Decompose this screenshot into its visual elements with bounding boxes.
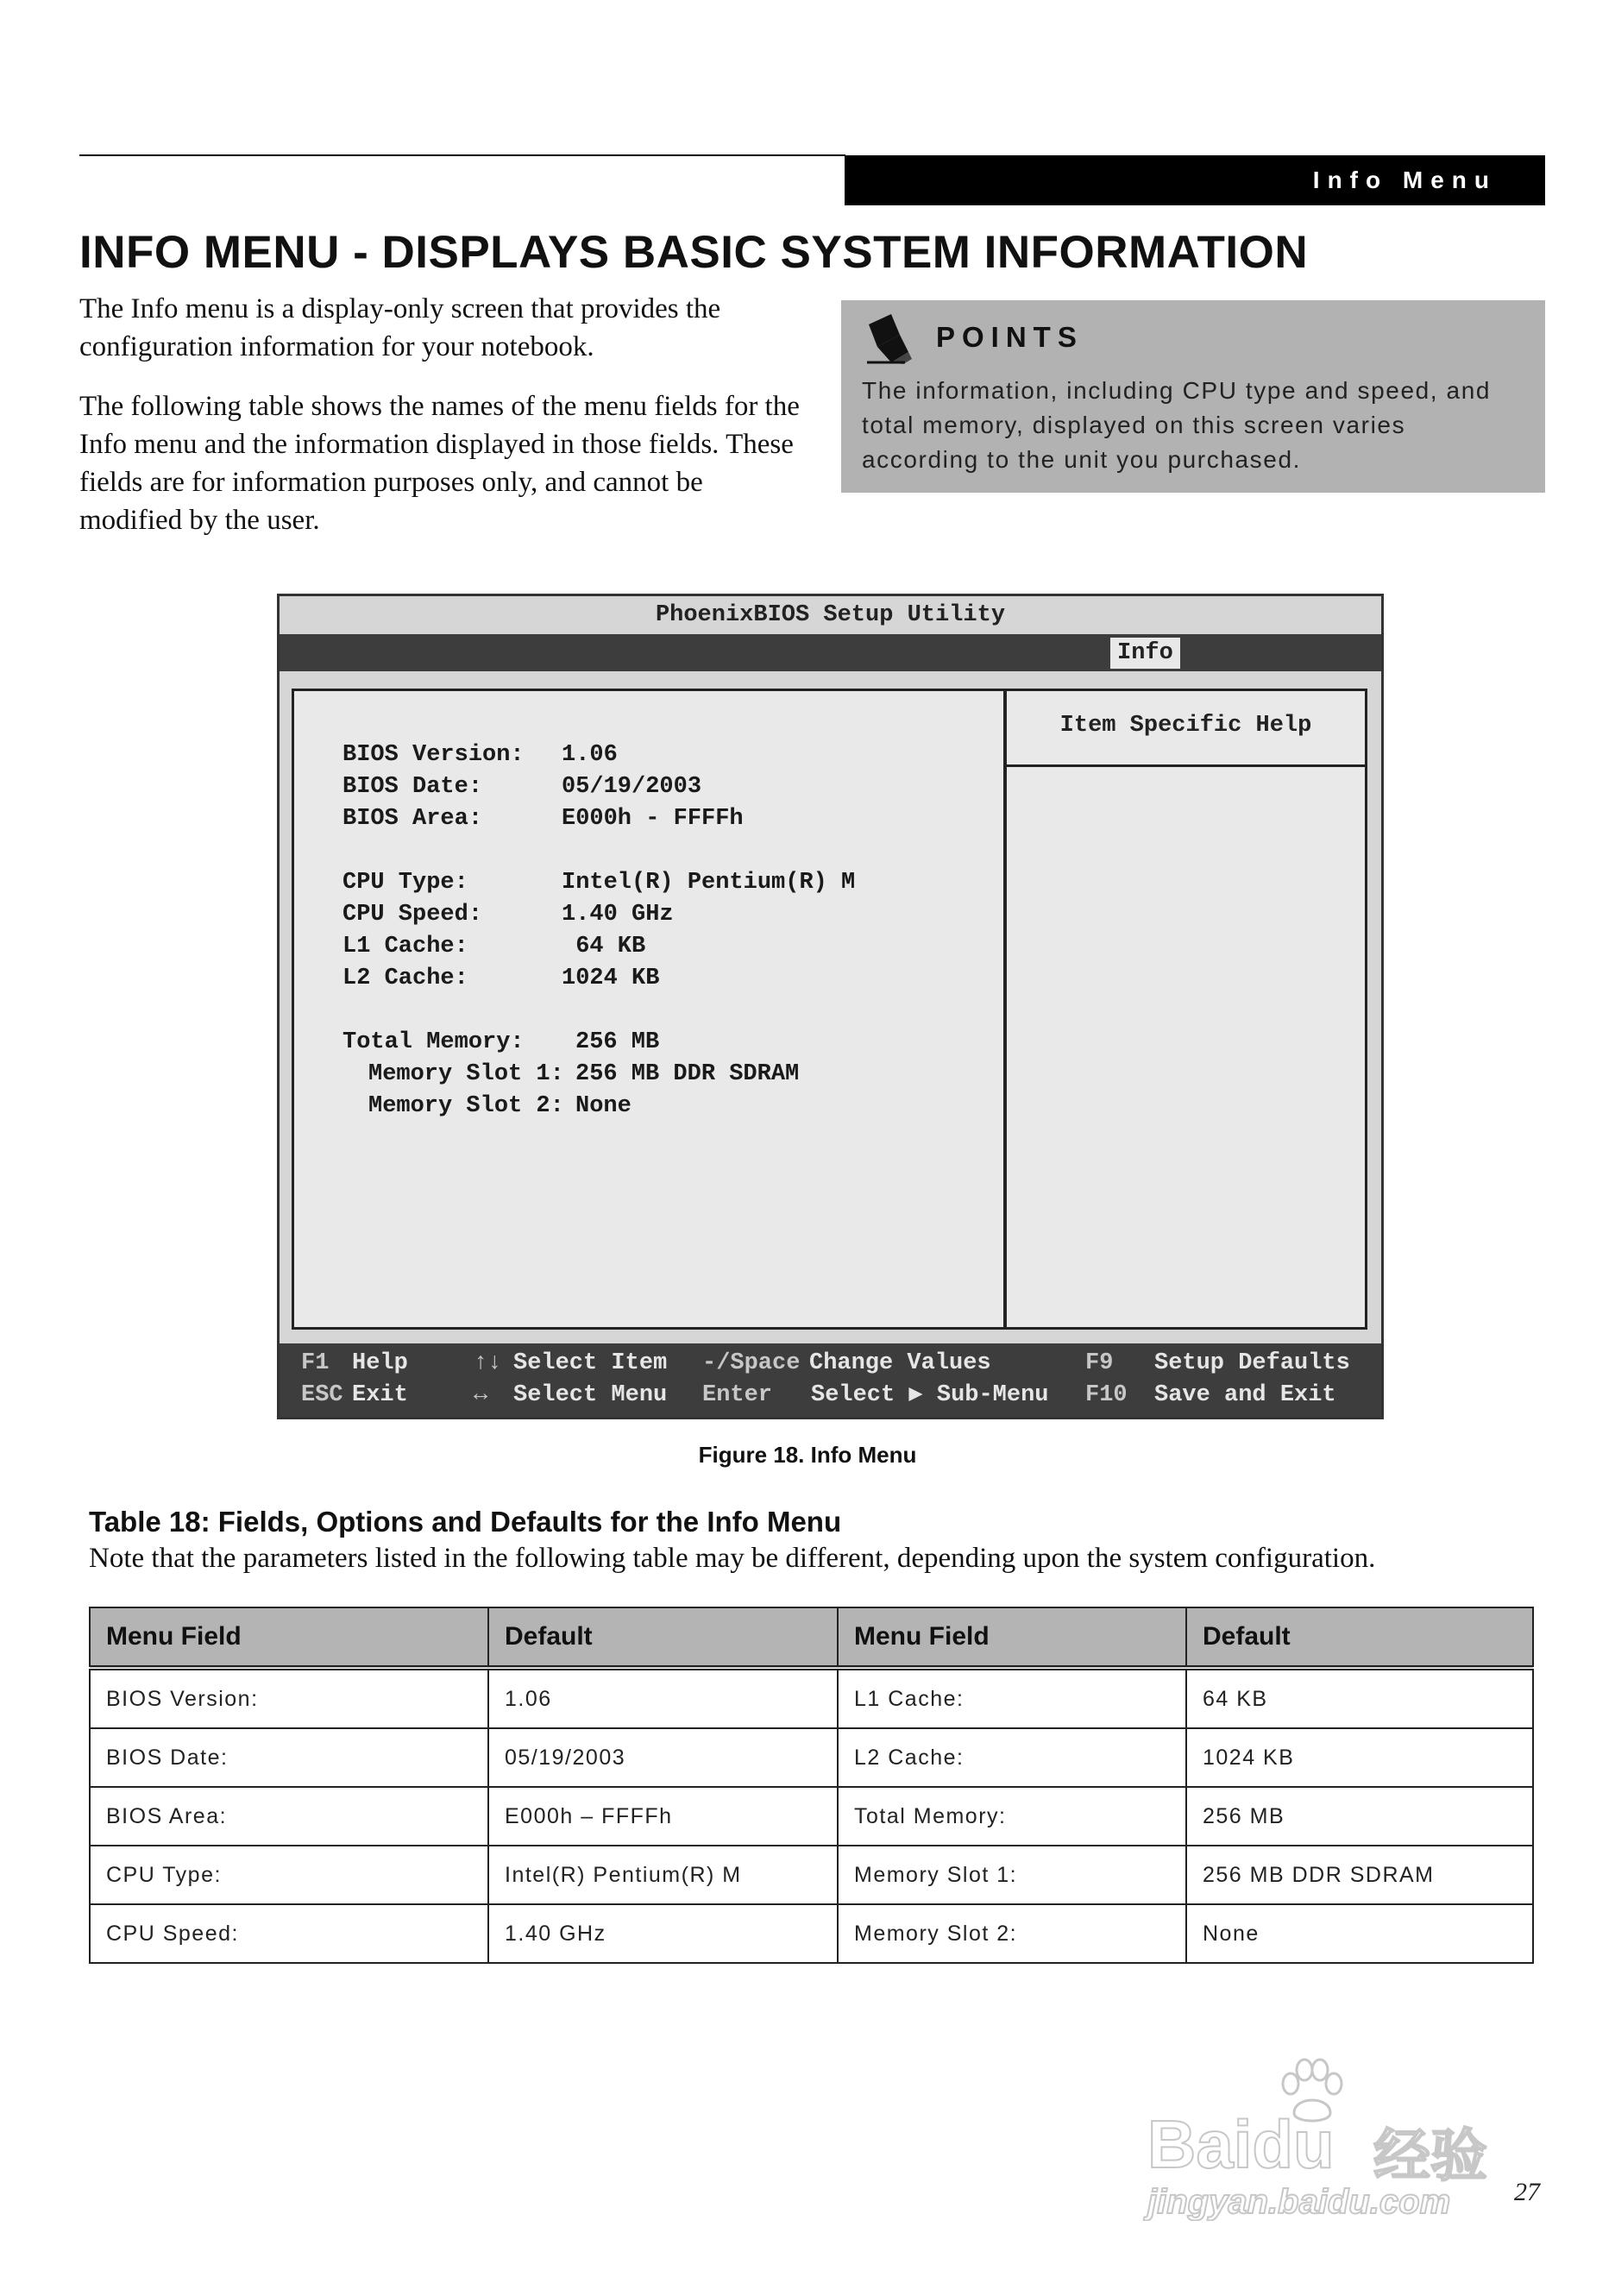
table-row xyxy=(90,1668,1533,1728)
bios-screen xyxy=(277,594,1384,1419)
bios-help-panel xyxy=(1004,689,1367,1330)
key-esc-label: Exit xyxy=(352,1382,408,1408)
key-space[interactable]: -/Space xyxy=(702,1350,801,1376)
key-leftright-label: Select Menu xyxy=(513,1382,668,1408)
key-f10-label: Save and Exit xyxy=(1154,1382,1336,1408)
column-header: Default xyxy=(1186,1607,1533,1668)
section-tab: Info Menu xyxy=(845,155,1545,205)
table-cell: Total Memory: xyxy=(838,1787,1186,1846)
table-cell: 256 MB xyxy=(1186,1787,1533,1846)
table-note: Note that the parameters listed in the following table may be different, depending upon the system configuration. xyxy=(89,1543,1376,1574)
points-label: POINTS xyxy=(936,321,1084,353)
table-cell: 1024 KB xyxy=(1186,1728,1533,1787)
table-cell: L2 Cache: xyxy=(838,1728,1186,1787)
table-cell: Memory Slot 1: xyxy=(838,1846,1186,1904)
key-enter-label: Select ▶ Sub-Menu xyxy=(811,1382,1049,1408)
table-cell: CPU Speed: xyxy=(90,1904,488,1963)
watermark-brand-cn: 经验 xyxy=(1373,2123,1487,2189)
key-f10[interactable]: F10 xyxy=(1085,1382,1128,1408)
info-menu-table xyxy=(89,1607,1534,1964)
tab-info[interactable]: Info xyxy=(1110,638,1180,669)
table-cell: E000h – FFFFh xyxy=(488,1787,838,1846)
table-row xyxy=(90,1846,1533,1904)
points-text: The information, including CPU type and speed, and total memory, displayed on this screen varies according to the unit you purchased. xyxy=(862,377,1492,473)
table-row xyxy=(90,1787,1533,1846)
table-cell: None xyxy=(1186,1904,1533,1963)
intro-paragraph-2 xyxy=(79,387,804,539)
table-row xyxy=(90,1728,1533,1787)
table-cell: CPU Type: xyxy=(90,1846,488,1904)
table-cell: BIOS Date: xyxy=(90,1728,488,1787)
table-cell: Memory Slot 2: xyxy=(838,1904,1186,1963)
key-space-label: Change Values xyxy=(809,1350,991,1376)
table-cell: 1.06 xyxy=(488,1668,838,1728)
intro-text-2: The following table shows the names of the menu fields for the Info menu and the information displayed in those fields. These fields are for information purposes only, and cannot be modified by the user. xyxy=(79,391,800,536)
key-f9[interactable]: F9 xyxy=(1085,1350,1114,1376)
points-box xyxy=(841,300,1545,493)
table-cell: L1 Cache: xyxy=(838,1668,1186,1728)
bios-info-panel: BIOS Version: 1.06 BIOS Date: 05/19/2003 BIOS Area: E000h - FFFFh CPU Type: Intel(R) Pentium(R) M CPU Speed: 1.40 GHz L1 Cache: 64 KB L2 Cache: 1024 KB Total Memory: 256 MB Memory Slot 1: 256 MB DDR SDRAM Memory Slot 2: None xyxy=(292,689,1006,1330)
key-esc[interactable]: ESC xyxy=(301,1382,343,1408)
key-f1[interactable]: F1 xyxy=(301,1350,330,1376)
baidu-watermark xyxy=(1147,2058,1527,2222)
bios-menubar xyxy=(280,634,1381,671)
watermark-url: jingyan.baidu.com xyxy=(1147,2183,1451,2221)
column-header: Menu Field xyxy=(90,1607,488,1668)
table-cell: 64 KB xyxy=(1186,1668,1533,1728)
figure-caption: Figure 18. Info Menu xyxy=(698,1442,917,1468)
column-header: Default xyxy=(488,1607,838,1668)
key-f1-label: Help xyxy=(352,1350,408,1376)
table-cell: 1.40 GHz xyxy=(488,1904,838,1963)
table-cell: 256 MB DDR SDRAM xyxy=(1186,1846,1533,1904)
intro-text-1: The Info menu is a display-only screen that provides the configuration information for your notebook. xyxy=(79,293,721,362)
key-enter[interactable]: Enter xyxy=(702,1382,773,1408)
table-title: Table 18: Fields, Options and Defaults for the Info Menu xyxy=(89,1506,842,1538)
key-f9-label: Setup Defaults xyxy=(1154,1350,1350,1376)
header-rule xyxy=(79,154,845,156)
key-updown-label: Select Item xyxy=(513,1350,668,1376)
page-number: 27 xyxy=(1514,2178,1540,2206)
table-cell: BIOS Version: xyxy=(90,1668,488,1728)
table-cell: BIOS Area: xyxy=(90,1787,488,1846)
intro-paragraph-1 xyxy=(79,290,804,366)
bios-footer xyxy=(280,1343,1381,1417)
table-row xyxy=(90,1904,1533,1963)
table-cell: 05/19/2003 xyxy=(488,1728,838,1787)
column-header: Menu Field xyxy=(838,1607,1186,1668)
key-updown[interactable]: ↑↓ xyxy=(474,1350,502,1376)
help-title: Item Specific Help xyxy=(1007,691,1365,767)
watermark-brand: Baidu xyxy=(1147,2106,1335,2182)
bios-title: PhoenixBIOS Setup Utility xyxy=(655,602,1006,628)
pencil-icon xyxy=(865,312,915,364)
table-header-row xyxy=(90,1607,1533,1668)
page-title: INFO MENU - DISPLAYS BASIC SYSTEM INFORMATION xyxy=(79,227,1309,278)
table-cell: Intel(R) Pentium(R) M xyxy=(488,1846,838,1904)
key-leftright[interactable]: ↔ xyxy=(474,1382,488,1408)
